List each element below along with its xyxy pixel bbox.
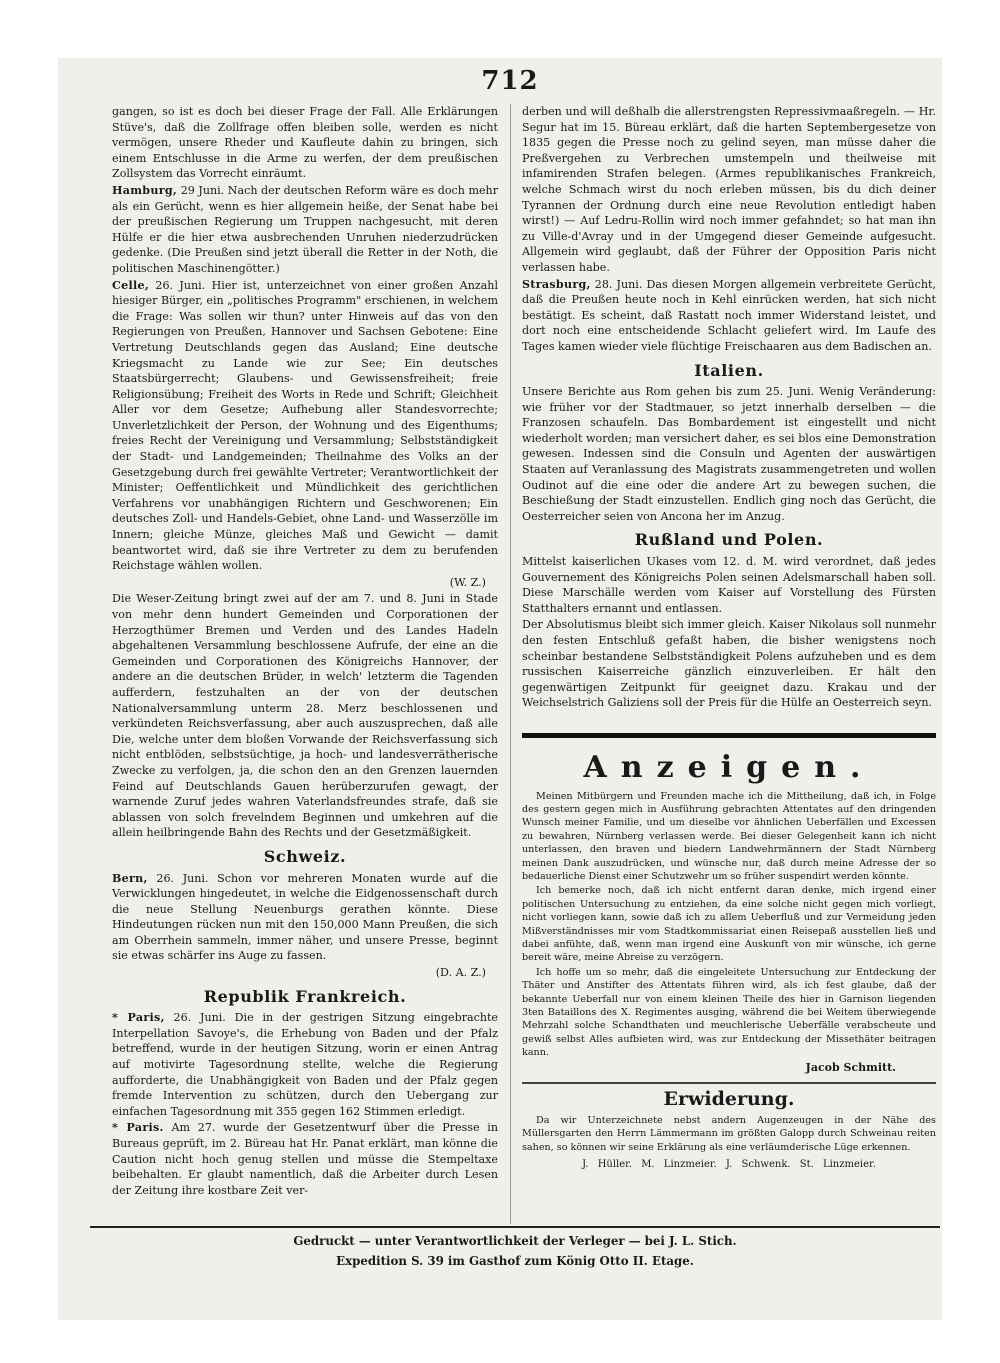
article-russland-2: Der Absolutismus bleibt sich immer gleich. Kaiser Nikolaus soll nunmehr den festen Entschluß gefaßt haben, die bisher wenigstens noch scheinbar bestandene Selbstständigkeit Polens aufzuheben und es dem russischen Kaiserreiche gänzlich einzuverleiben. Er hält den gegenwärtigen Zeitpunkt für geeignet dazu. Krakau und der Weichselstrich Galiziens soll der Preis für die Hülfe an Oesterreich seyn. xyxy=(522,618,936,710)
text-paris-2: Am 27. wurde der Gesetzentwurf über die Presse in Bureaus geprüft, im 2. Büreau hat Hr. Panat erklärt, man könne die Caution nicht hoch genug stellen und müsse die Stempeltaxe beibehalten. Er glaubt namentlich, daß die Arbeiter durch Lesen der Zeitung ihre kostbare Zeit ver- xyxy=(112,1121,498,1197)
article-celle xyxy=(112,278,498,574)
ad-paragraph-1: Meinen Mitbürgern und Freunden mache ich die Mittheilung, daß ich, in Folge des gestern gegen mich in Ausführung gebrachten Attentates auf den dringenden Wunsch meiner Familie, und um dieselbe vor ähnlichen Ueberfällen und Excessen zu bewahren, Nürnberg verlassen werde. Bei dieser Gelegenheit kann ich nicht unterlassen, den braven und biedern Landwehrmännern der Stadt Nürnberg meinen Dank auszudrücken, und wünsche nur, daß durch meine Adresse der so bedauerliche Dienst einer Schutzwehr um so früher suspendirt werden könnte. xyxy=(522,790,936,882)
dateline-paris-2: * Paris. xyxy=(112,1121,164,1135)
dateline-celle: Celle, xyxy=(112,278,150,292)
section-head-anzeigen: Anzeigen. xyxy=(583,749,875,785)
dateline-paris-1: * Paris, xyxy=(112,1011,165,1025)
section-rule xyxy=(522,733,936,738)
article-bern xyxy=(112,871,498,965)
article-intro: gangen, so ist es doch bei dieser Frage der Fall. Alle Erklärungen Stüve's, daß die Zollfrage offen bleiben solle, werden es nicht vermögen, unsere Rheder und Kaufleute dahin zu bringen, sich einem Entschlusse in die Arme zu werfen, der dem preußischen Zollsystem das Vorrecht einräumt. xyxy=(112,105,498,181)
footer-rule xyxy=(90,1226,940,1228)
ad-divider xyxy=(522,1082,936,1084)
text-hamburg: 29 Juni. Nach der deutschen Reform wäre es doch mehr als ein Gerücht, wenn es hier allgemein heiße, der Senat habe bei der preußischen Regierung um Truppen nachgesucht, mit deren Hülfe er die hier etwa ausbrechenden Unruhen niederzudrücken gedenke. (Die Preußen sind jetzt überall die Retter in der Noth, die politischen Maschinengötter.) xyxy=(112,183,498,275)
column-divider xyxy=(510,104,511,1224)
article-paris-1 xyxy=(112,1010,498,1119)
ad-signature: Jacob Schmitt. xyxy=(805,1060,896,1074)
expedition-line: Expedition S. 39 im Gasthof zum König Otto II. Etage. xyxy=(336,1254,694,1268)
article-rom: Unsere Berichte aus Rom gehen bis zum 25. Juni. Wenig Veränderung: wie früher vor der Stadtmauer, so jetzt innerhalb derselben — die Franzosen schaufeln. Das Bombardement ist eingestellt und nicht wiederholt worden; man versichert daher, es sei blos eine Demonstration gewesen. Indessen sind die Consuln und Agenten der auswärtigen Staaten auf Veranlassung des Magistrats zusammengetreten und wollen Oudinot auf die eine oder die andere Art zu bewegen suchen, die Beschießung der Stadt einzustellen. Endlich ging noch das Gerücht, die Oesterreicher seien von Ancona her im Anzug. xyxy=(522,385,936,523)
article-paris-continued: derben und will deßhalb die allerstrengsten Repressivmaaßregeln. — Hr. Segur hat im 15. Büreau erklärt, daß die harten Septembergesetze von 1835 gegen die Presse noch zu gelind seyen, man müsse daher die Preßvergehen zu Verbrechen umstempeln und theilweise mit infamirenden Strafen belegen. (Armes republikanisches Frankreich, welche Schmach wirst du noch erleben müssen, bis du dich deiner Tyrannen der Ordnung durch eine neue Revolution entledigt haben wirst!) — Auf Ledru-Rollin wird noch immer gefahndet; so hat man ihn zu Ville-d'Avray und in der Umgegend dieser Gemeinde aufgesucht. Allgemein wird geglaubt, daß der Führer der Opposition Paris nicht verlassen habe. xyxy=(522,105,936,274)
article-weser: Die Weser-Zeitung bringt zwei auf der am 7. und 8. Juni in Stade von mehr denn hundert Gemeinden und Corporationen der Herzogthümer Bremen und Verden und des Landes Hadeln abgehaltenen Versammlung beschlossene Aufrufe, der eine an die Gemeinden und Corporationen des Königreichs Hannover, der andere an die deutschen Brüder, in welch' letzterm die Tagenden aufferdern, festzuhalten an der von der deutschen Nationalversammlung unterm 28. Merz beschlossenen und verkündeten Reichsverfassung, aber auch auszusprechen, daß alle Die, welche unter dem bloßen Vorwande der Reichsverfassung sich nicht entblöden, selbstsüchtige, ja hoch- und landesverrätherische Zwecke zu verfolgen, ja, die schon den an den Grenzen lauernden Feind auf Deutschlands Gauen herüberzurufen gewagt, der warnende Zuruf jedes wahren Vaterlandsfreundes strafe, daß sie ablassen von solch frevelndem Beginnen und umkehren auf die allein heilbringende Bahn des Rechts und der Gesetzmäßigkeit. xyxy=(112,592,498,840)
text-paris-1: 26. Juni. Die in der gestrigen Sitzung eingebrachte Interpellation Savoye's, die Erhebung von Baden und der Pfalz betreffend, wurde in der heutigen Sitzung, worin er einen Antrag auf motivirte Tagesordnung stellte, welche die Regierung aufforderte, die Unabhängigkeit von Baden und der Pfalz gegen fremde Intervention zu schützen, durch den Uebergang zur einfachen Tagesordnung mit 355 gegen 162 Stimmen erledigt. xyxy=(112,1011,498,1118)
dateline-strasburg: Strasburg, xyxy=(522,277,591,291)
dateline-hamburg: Hamburg, xyxy=(112,183,178,197)
imprint-line: Gedruckt — unter Verantwortlichkeit der Verleger — bei J. L. Stich. xyxy=(293,1234,737,1248)
left-column xyxy=(112,104,498,1199)
ad-paragraph-2: Ich bemerke noch, daß ich nicht entfernt daran denke, mich irgend einer politischen Untersuchung zu entziehen, da eine solche nicht gegen mich vorliegt, nicht vorliegen kann, sowie daß ich zu allem Ueberfluß und zur Vermeidung jeden Mißverständnisses mir vom Stadtkommissariat einen Reisepaß ausstellen ließ und dabei anfühte, daß, wenn man irgend eine Auskunft von mir wünsche, ich gerne bereit wäre, meine Abreise zu verzögern. xyxy=(522,885,936,964)
ad-paragraph-3: Ich hoffe um so mehr, daß die eingeleitete Untersuchung zur Entdeckung der Thäter und Anstifter des Attentats führen wird, als ich fest glaube, daß der bekannte Ueberfall nur von einem kleinen Theile des hier in Garnison liegenden 3ten Bataillons des X. Regimentes ausging, während die bei Weitem überwiegende Mehrzahl solche Schandthaten und meuchlerische Ueberfälle verabscheute und gewiß selbst Alles aufbieten wird, was zur Entdeckung der Missethäter beitragen kann. xyxy=(522,966,936,1059)
text-bern: 26. Juni. Schon vor mehreren Monaten wurde auf die Verwicklungen hingedeutet, in welche die Eidgenossenschaft durch die neue Stellung Neuenburgs gerathen könnte. Diese Hindeutungen rücken nun mit den 150,000 Mann Preußen, die sich am Oberrhein sammeln, immer näher, und unsere Presse, beginnt sie etwas schärfer ins Auge zu fassen. xyxy=(112,871,498,963)
text-strasburg: 28. Juni. Das diesen Morgen allgemein verbreitete Gerücht, daß die Preußen heute noch in Kehl einrücken werden, hat sich nicht bestätigt. Es scheint, daß Rastatt noch immer Widerstand leistet, und dort noch eine entscheidende Schlacht geliefert wird. Im Laufe des Tages kamen wieder viele flüchtige Freischaaren aus dem Badischen an. xyxy=(522,277,936,353)
page-number: 712 xyxy=(481,66,539,96)
article-hamburg xyxy=(112,183,498,277)
section-head-russland: Rußland und Polen. xyxy=(634,530,824,550)
advertisement-schmitt xyxy=(522,790,936,1075)
article-paris-2 xyxy=(112,1120,498,1198)
section-head-italien: Italien. xyxy=(694,360,764,380)
erwiderung-signatories: J. Hüller. M. Linzmeier. J. Schwenk. St. Linzmeier. xyxy=(582,1158,876,1170)
right-column xyxy=(522,104,936,1171)
source-celle: (W. Z.) xyxy=(449,575,486,589)
section-head-frankreich: Republik Frankreich. xyxy=(203,986,407,1006)
advertisement-erwiderung xyxy=(522,1114,936,1172)
dateline-bern: Bern, xyxy=(112,871,148,885)
article-russland-1: Mittelst kaiserlichen Ukases vom 12. d. M. wird verordnet, daß jedes Gouvernement des Königreichs Polen seinen Adelsmarschall haben soll. Diese Marschälle werden vom Kaiser auf Vorstellung des Fürsten Statthalters ernannt und entlassen. xyxy=(522,555,936,615)
erwiderung-text: Da wir Unterzeichnete nebst andern Augenzeugen in der Nähe des Müllersgarten den Herrn Lämmermann im größten Galopp durch Schweinau reiten sahen, so können wir seine Erklärung als eine verläumderische Lüge erkennen. xyxy=(522,1114,936,1153)
article-strasburg xyxy=(522,277,936,355)
section-head-erwiderung: Erwiderung. xyxy=(663,1088,795,1111)
source-bern: (D. A. Z.) xyxy=(435,966,486,980)
text-celle: 26. Juni. Hier ist, unterzeichnet von einer großen Anzahl hiesiger Bürger, ein „politisches Programm" erschienen, in welchem die Frage: Was sollen wir thun? unter Hinweis auf das von den Regierungen von Preußen, Hannover und Sachsen Gebotene: Eine Vertretung Deutschlands gegen das Ausland; Eine deutsche Kriegsmacht zu Lande wie zur See; Ein deutsches Staatsbürgerrecht; Glaubens- und Gewissensfreiheit; freie Religionsübung; Freiheit des Worts in Rede und Schrift; Gleichheit Aller vor dem Gesetze; Aufhebung aller Standesvorrechte; Unverletzlichkeit der Person, der Wohnung und des Eigenthums; freies Recht der Vereinigung und Versammlung; Selbstständigkeit der Stadt- und Landgemeinden; Theilnahme des Volks an der Gesetzgebung durch frei gewählte Vertreter; Verantwortlichkeit der Minister; Oeffentlichkeit und Mündlichkeit des gerichtlichen Verfahrens vor unabhängigen Richtern und Geschworenen; Ein deutsches Zoll- und Handels-Gebiet, ohne Land- und Wasserzölle im Innern; gleiche Münze, gleiches Maß und Gewicht — damit beantwortet wird, daß sie ihre Vertreter zu dem zu berufenden Reichstage wählen wollen. xyxy=(112,278,498,573)
section-head-schweiz: Schweiz. xyxy=(263,846,347,866)
